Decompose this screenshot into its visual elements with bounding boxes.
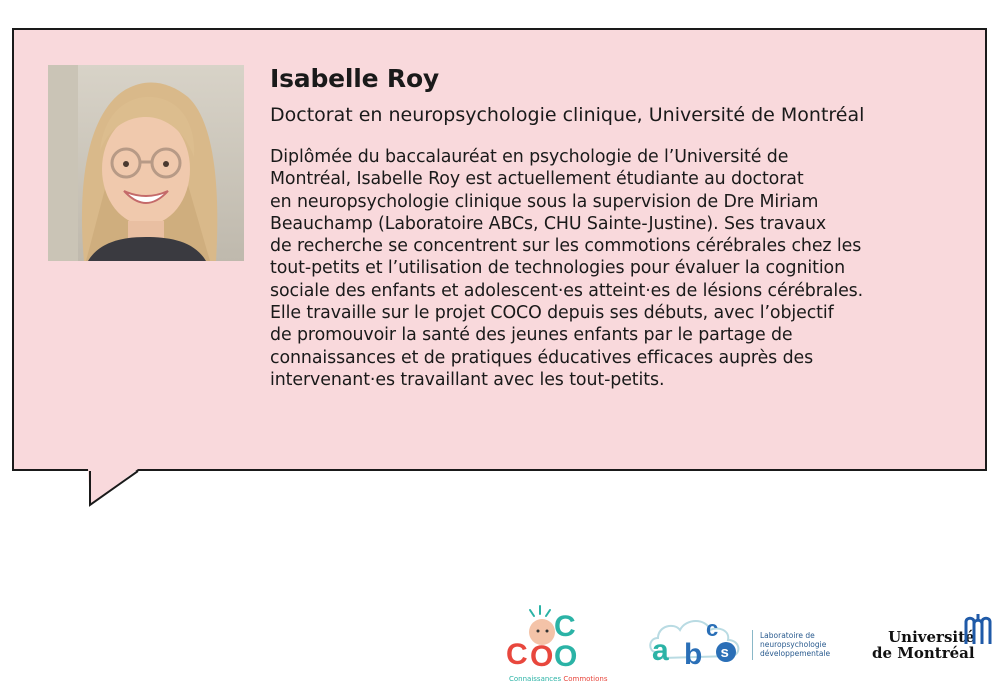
coco-caption-part: Commotions [563,675,608,683]
bio-line: sociale des enfants et adolescent·es atteint·es de lésions cérébrales. [270,280,864,301]
abcs-logo [648,612,748,672]
bio-line: Montréal, Isabelle Roy est actuellement étudiante au doctorat [270,169,804,190]
coco-caption-part: Connaissances [509,675,562,683]
bio-line: Diplômée du baccalauréat en psychologie de l’Université de [270,147,789,167]
abcs-caption-line: Laboratoire de [760,631,815,640]
bio-line: de promouvoir la santé des jeunes enfants par le partage de [270,325,793,346]
abcs-letter: s [720,644,729,661]
udem-wordmark [872,629,975,661]
abcs-letter: a [652,634,669,667]
bio-line: intervenant·es travaillant avec les tout-petits. [270,369,665,390]
abcs-divider [752,630,753,660]
coco-letter: C [554,610,576,643]
udem-emblem-icon [963,614,995,646]
abcs-letter: b [684,638,703,671]
person-bio [270,146,863,391]
udem-line: Université [888,628,975,646]
bio-line: Elle travaille sur le projet COCO depuis ses débuts, avec l’objectif [270,303,834,324]
person-role: Doctorat en neuropsychologie clinique, Université de Montréal [270,104,865,126]
abcs-caption-line: neuropsychologie [760,640,827,649]
bio-line: tout-petits et l’utilisation de technologies pour évaluer la cognition [270,258,846,279]
person-name: Isabelle Roy [270,64,440,93]
abcs-caption [760,631,830,658]
bio-line: de recherche se concentrent sur les commotions cérébrales chez les [270,236,862,257]
coco-letter: O [530,640,554,673]
coco-caption [509,675,608,683]
coco-letter: C [506,638,528,671]
bio-line: connaissances et de pratiques éducatives efficaces auprès des [270,347,814,368]
bio-line: Beauchamp (Laboratoire ABCs, CHU Sainte-Justine). Ses travaux [270,213,827,234]
abcs-caption-line: développementale [760,649,831,658]
coco-letter: O [554,640,578,673]
bio-line: en neuropsychologie clinique sous la supervision de Dre Miriam [270,191,819,212]
udem-line: de Montréal [872,644,975,662]
abcs-letter: c [706,616,719,641]
coco-logo [500,604,595,684]
profile-photo [48,65,244,261]
speech-bubble-tail [80,469,140,509]
portrait-photo-icon [48,65,244,261]
